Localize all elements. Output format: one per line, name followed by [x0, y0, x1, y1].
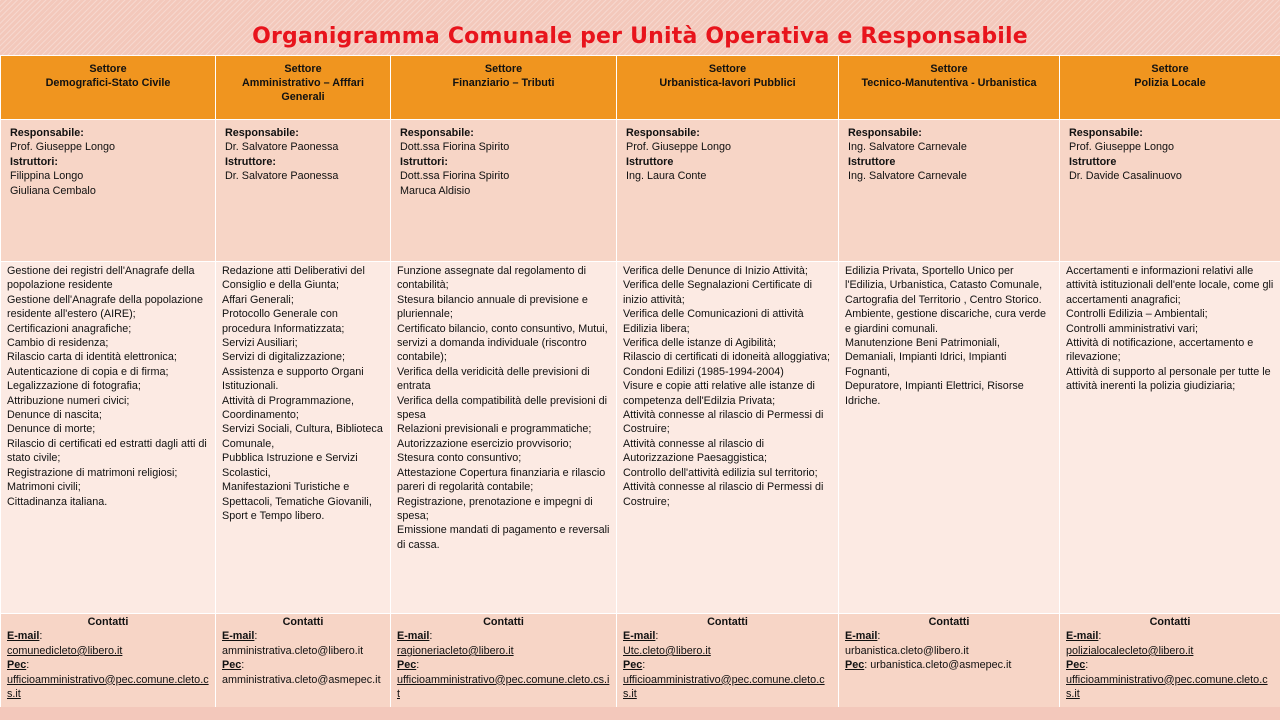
duty-item: Legalizzazione di fotografia;: [7, 380, 141, 393]
duty-item: Registrazione, prenotazione e impegni di spesa;: [397, 495, 593, 522]
pec-label: Pec: [397, 659, 417, 672]
duty-item: Servizi Sociali, Cultura, Biblioteca Comunale,: [222, 423, 383, 450]
duty-item: Autenticazione di copia e di firma;: [7, 365, 169, 378]
sector-header-line: Settore: [930, 63, 968, 75]
duty-item: Gestione dell'Anagrafe della popolazione residente all'estero (AIRE);: [7, 293, 203, 321]
duty-item: Controlli Edilizia – Ambientali;: [1066, 308, 1208, 321]
email-link[interactable]: urbanistica.cleto@libero.it: [845, 644, 969, 657]
duty-item: Attività di Programmazione, Coordinamento;: [222, 394, 355, 422]
staff-label: Istruttore: [626, 155, 674, 168]
duty-item: Attività connesse al rilascio di Permessi di Costruire;: [623, 481, 824, 508]
sector-header-4: [839, 56, 1060, 120]
duty-item: Matrimoni civili;: [7, 481, 81, 494]
sector-header-line: Polizia Locale: [1134, 77, 1206, 89]
contacts-title: Contatti: [282, 616, 324, 628]
duty-item: Verifica delle Comunicazioni di attività Edilizia libera;: [623, 308, 804, 335]
staff-label: Istruttori:: [400, 155, 448, 168]
staff-label: Istruttore: [848, 155, 896, 168]
responsible-label: Responsabile:: [848, 127, 922, 139]
email-row: E-mail: comunedicleto@libero.it: [7, 629, 209, 658]
contacts-row: [1, 614, 1280, 709]
pec-label: Pec: [845, 659, 865, 672]
email-link[interactable]: comunedicleto@libero.it: [7, 644, 123, 657]
contacts-title: Contatti: [483, 616, 524, 628]
responsible-cell-5: [1060, 120, 1280, 262]
duty-item: Protocollo Generale con procedura Informatizzata;: [222, 308, 345, 335]
pec-link[interactable]: ufficioamministrativo@pec.comune.cleto.cs.it: [397, 673, 610, 701]
staff-label: Istruttori:: [10, 155, 58, 168]
contacts-cell-2: [391, 614, 617, 709]
title-bar: [0, 0, 1280, 55]
duties-cell-3: [617, 262, 839, 614]
duty-item: Attività di supporto al personale per tutte le attività inerenti la polizia giudiziaria;: [1066, 365, 1271, 393]
duty-item: Attività di notificazione, accertamento e rilevazione;: [1066, 337, 1254, 364]
duties-cell-2: [391, 262, 617, 614]
sector-header-line: Amministrativo – Afffari Generali: [242, 77, 364, 103]
duty-item: Attribuzione numeri civici;: [7, 394, 130, 407]
responsible-label: Responsabile:: [225, 127, 299, 139]
duty-item: Ambiente, gestione discariche, cura verde e giardini comunali.: [845, 308, 1047, 335]
contacts-cell-4: [839, 614, 1060, 709]
email-label: E-mail: [397, 630, 430, 643]
duty-item: Pubblica Istruzione e Servizi Scolastici,: [222, 452, 358, 479]
pec-label: Pec: [7, 659, 27, 672]
duty-item: Servizi Ausiliari;: [222, 337, 298, 350]
responsible-cell-2: [391, 120, 617, 262]
pec-link[interactable]: amministrativa.cleto@asmepec.it: [222, 673, 381, 686]
staff-name: Giuliana Cembalo: [10, 184, 96, 197]
duty-item: Cambio di residenza;: [7, 337, 109, 350]
duty-item: Depuratore, Impianti Elettrici, Risorse Idriche.: [845, 380, 1024, 407]
responsible-label: Responsabile:: [10, 127, 84, 139]
contacts-title: Contatti: [707, 616, 748, 628]
responsible-label: Responsabile:: [400, 127, 474, 139]
sector-header-0: [1, 56, 216, 120]
duty-item: Redazione atti Deliberativi del Consiglio e della Giunta;: [222, 265, 365, 292]
duty-item: Stesura bilancio annuale di previsione e pluriennale;: [397, 293, 588, 321]
duty-item: Accertamenti e informazioni relativi alle attività istituzionali dell'ente locale, come gli accertamenti anagrafici;: [1066, 265, 1274, 306]
email-label: E-mail: [222, 630, 255, 643]
pec-row: Pec: ufficioamministrativo@pec.comune.cleto.cs.it: [623, 658, 832, 701]
staff-name: Dr. Salvatore Paonessa: [225, 170, 339, 183]
responsible-name: Ing. Salvatore Carnevale: [848, 141, 967, 154]
email-link[interactable]: amministrativa.cleto@libero.it: [222, 644, 364, 657]
email-link[interactable]: Utc.cleto@libero.it: [623, 644, 711, 657]
pec-link[interactable]: ufficioamministrativo@pec.comune.cleto.cs.it: [7, 673, 209, 701]
pec-row: Pec: ufficioamministrativo@pec.comune.cleto.cs.it: [397, 659, 610, 701]
contacts-cell-0: [1, 614, 216, 709]
responsible-name: Prof. Giuseppe Longo: [626, 141, 732, 154]
duty-item: Attestazione Copertura finanziaria e rilascio pareri di regolarità contabile;: [397, 466, 606, 494]
staff-label: Istruttore:: [225, 155, 276, 168]
staff-name: Filippina Longo: [10, 170, 84, 183]
staff-label: Istruttore: [1069, 155, 1117, 168]
contacts-title: Contatti: [928, 616, 970, 628]
responsible-label: Responsabile:: [1069, 127, 1143, 139]
duty-item: Condoni Edilizi (1985-1994-2004): [623, 365, 784, 378]
duty-item: Cittadinanza italiana.: [7, 495, 108, 508]
duty-item: Certificato bilancio, conto consuntivo, Mutui, servizi a domanda individuale (riscontro contabile);: [397, 322, 608, 364]
email-row: E-mail: ragioneriacleto@libero.it: [397, 629, 610, 658]
bottom-strip: [0, 707, 1280, 720]
responsible-cell-3: [617, 120, 839, 262]
staff-name: Dott.ssa Fiorina Spirito: [400, 170, 510, 183]
duty-item: Denunce di morte;: [7, 423, 96, 436]
duty-item: Stesura conto consuntivo;: [397, 452, 522, 465]
duty-item: Autorizzazione esercizio provvisorio;: [397, 437, 572, 450]
sector-header-line: Settore: [1151, 63, 1189, 75]
sector-header-line: Demografici-Stato Civile: [45, 77, 171, 89]
sector-header-3: [617, 56, 839, 120]
duty-item: Verifica delle istanze di Agibilità;: [623, 337, 777, 350]
duty-item: Denunce di nascita;: [7, 409, 102, 422]
email-row: E-mail: Utc.cleto@libero.it: [623, 629, 832, 658]
duty-item: Manifestazioni Turistiche e Spettacoli, Tematiche Giovanili, Sport e Tempo libero.: [222, 481, 372, 522]
duty-item: Verifica delle Denunce di Inizio Attività;: [623, 265, 808, 277]
email-row: E-mail: urbanistica.cleto@libero.it: [845, 629, 1053, 658]
duty-item: Relazioni previsionali e programmatiche;: [397, 423, 592, 436]
responsible-row: [1, 120, 1280, 262]
pec-label: Pec: [623, 659, 643, 672]
duty-item: Affari Generali;: [222, 293, 294, 306]
duties-cell-1: [216, 262, 391, 614]
contacts-title: Contatti: [87, 616, 129, 628]
duty-item: Edilizia Privata, Sportello Unico per l'Edilizia, Urbanistica, Catasto Comunale, Cartografia del Territorio , Centro Storico.: [845, 265, 1043, 306]
contacts-cell-1: [216, 614, 391, 709]
contacts-title: Contatti: [1149, 616, 1191, 628]
duty-item: Rilascio di certificati di idoneità alloggiativa;: [623, 351, 831, 364]
sector-header-line: Tecnico-Manutentiva - Urbanistica: [861, 77, 1037, 89]
duty-item: Attività connesse al rilascio di Autorizzazione Paesaggistica;: [623, 437, 768, 465]
org-chart-table: [0, 55, 1280, 709]
pec-row: Pec: ufficioamministrativo@pec.comune.cleto.cs.it: [1066, 658, 1274, 701]
duty-item: Rilascio di certificati ed estratti dagli atti di stato civile;: [7, 437, 207, 465]
responsible-name: Prof. Giuseppe Longo: [10, 141, 116, 154]
duty-item: Registrazione di matrimoni religiosi;: [7, 466, 178, 479]
email-label: E-mail: [7, 630, 40, 643]
duties-cell-4: [839, 262, 1060, 614]
pec-row: Pec: amministrativa.cleto@asmepec.it: [222, 658, 384, 687]
responsible-cell-0: [1, 120, 216, 262]
pec-label: Pec: [222, 659, 242, 672]
duty-item: Attività connesse al rilascio di Permessi di Costruire;: [623, 409, 824, 436]
duties-cell-5: [1060, 262, 1280, 614]
email-row: E-mail: polizialocalecleto@libero.it: [1066, 629, 1274, 658]
pec-row: Pec: ufficioamministrativo@pec.comune.cleto.cs.it: [7, 659, 209, 701]
responsible-name: Dr. Salvatore Paonessa: [225, 141, 339, 154]
pec-label: Pec: [1066, 659, 1086, 672]
email-link[interactable]: ragioneriacleto@libero.it: [397, 644, 514, 657]
duty-item: Rilascio carta di identità elettronica;: [7, 351, 177, 364]
sector-header-2: [391, 56, 617, 120]
page-title: Organigramma Comunale per Unità Operativa e Responsabile: [252, 24, 1028, 49]
pec-link[interactable]: ufficioamministrativo@pec.comune.cleto.cs.it: [623, 673, 825, 701]
sector-header-row: [1, 56, 1280, 120]
email-label: E-mail: [623, 630, 656, 643]
contacts-cell-5: [1060, 614, 1280, 709]
email-row: E-mail: amministrativa.cleto@libero.it: [222, 629, 384, 658]
duty-item: Emissione mandati di pagamento e reversali di cassa.: [397, 524, 610, 551]
email-label: E-mail: [1066, 630, 1099, 643]
duty-item: Verifica della compatibilità delle previsioni di spesa: [397, 394, 608, 422]
email-link[interactable]: polizialocalecleto@libero.it: [1066, 644, 1194, 657]
duty-item: Gestione dei registri dell'Anagrafe della popolazione residente: [7, 265, 195, 292]
duty-item: Controlli amministrativi vari;: [1066, 322, 1198, 335]
sector-header-line: Settore: [284, 63, 322, 75]
sector-header-line: Finanziario – Tributi: [452, 77, 555, 89]
duty-item: Funzione assegnate dal regolamento di contabilità;: [397, 265, 587, 292]
pec-row: Pec: urbanistica.cleto@asmepec.it: [845, 659, 1012, 672]
contacts-cell-3: [617, 614, 839, 709]
duty-item: Certificazioni anagrafiche;: [7, 322, 132, 335]
sector-header-line: Settore: [484, 63, 523, 75]
sector-header-line: Urbanistica-lavori Pubblici: [659, 77, 796, 89]
duty-item: Assistenza e supporto Organi Istituzionali.: [222, 365, 364, 393]
pec-link[interactable]: ufficioamministrativo@pec.comune.cleto.cs.it: [1066, 673, 1268, 701]
email-label: E-mail: [845, 630, 878, 643]
responsible-label: Responsabile:: [626, 127, 700, 139]
staff-name: Ing. Laura Conte: [626, 170, 707, 183]
duty-item: Controllo dell'attività edilizia sul territorio;: [623, 466, 818, 479]
staff-name: Dr. Davide Casalinuovo: [1069, 170, 1182, 183]
responsible-name: Dott.ssa Fiorina Spirito: [400, 141, 510, 154]
staff-name: Maruca Aldisio: [400, 184, 471, 197]
duty-item: Servizi di digitalizzazione;: [222, 351, 346, 364]
responsible-cell-1: [216, 120, 391, 262]
duty-item: Verifica delle Segnalazioni Certificate di inizio attività;: [623, 279, 813, 306]
responsible-cell-4: [839, 120, 1060, 262]
duty-item: Visure e copie atti relative alle istanze di competenza dell'Edilzia Privata;: [623, 380, 815, 407]
staff-name: Ing. Salvatore Carnevale: [848, 170, 967, 183]
duty-item: Manutenzione Beni Patrimoniali, Demaniali, Impianti Idrici, Impianti Fognanti,: [845, 337, 1007, 378]
duties-row: [1, 262, 1280, 614]
duty-item: Verifica della veridicità delle previsioni di entrata: [397, 365, 590, 393]
sector-header-5: [1060, 56, 1280, 120]
sector-header-line: Settore: [89, 63, 127, 75]
sector-header-line: Settore: [708, 63, 747, 75]
responsible-name: Prof. Giuseppe Longo: [1069, 141, 1175, 154]
pec-link[interactable]: urbanistica.cleto@asmepec.it: [870, 659, 1012, 672]
sector-header-1: [216, 56, 391, 120]
duties-cell-0: [1, 262, 216, 614]
